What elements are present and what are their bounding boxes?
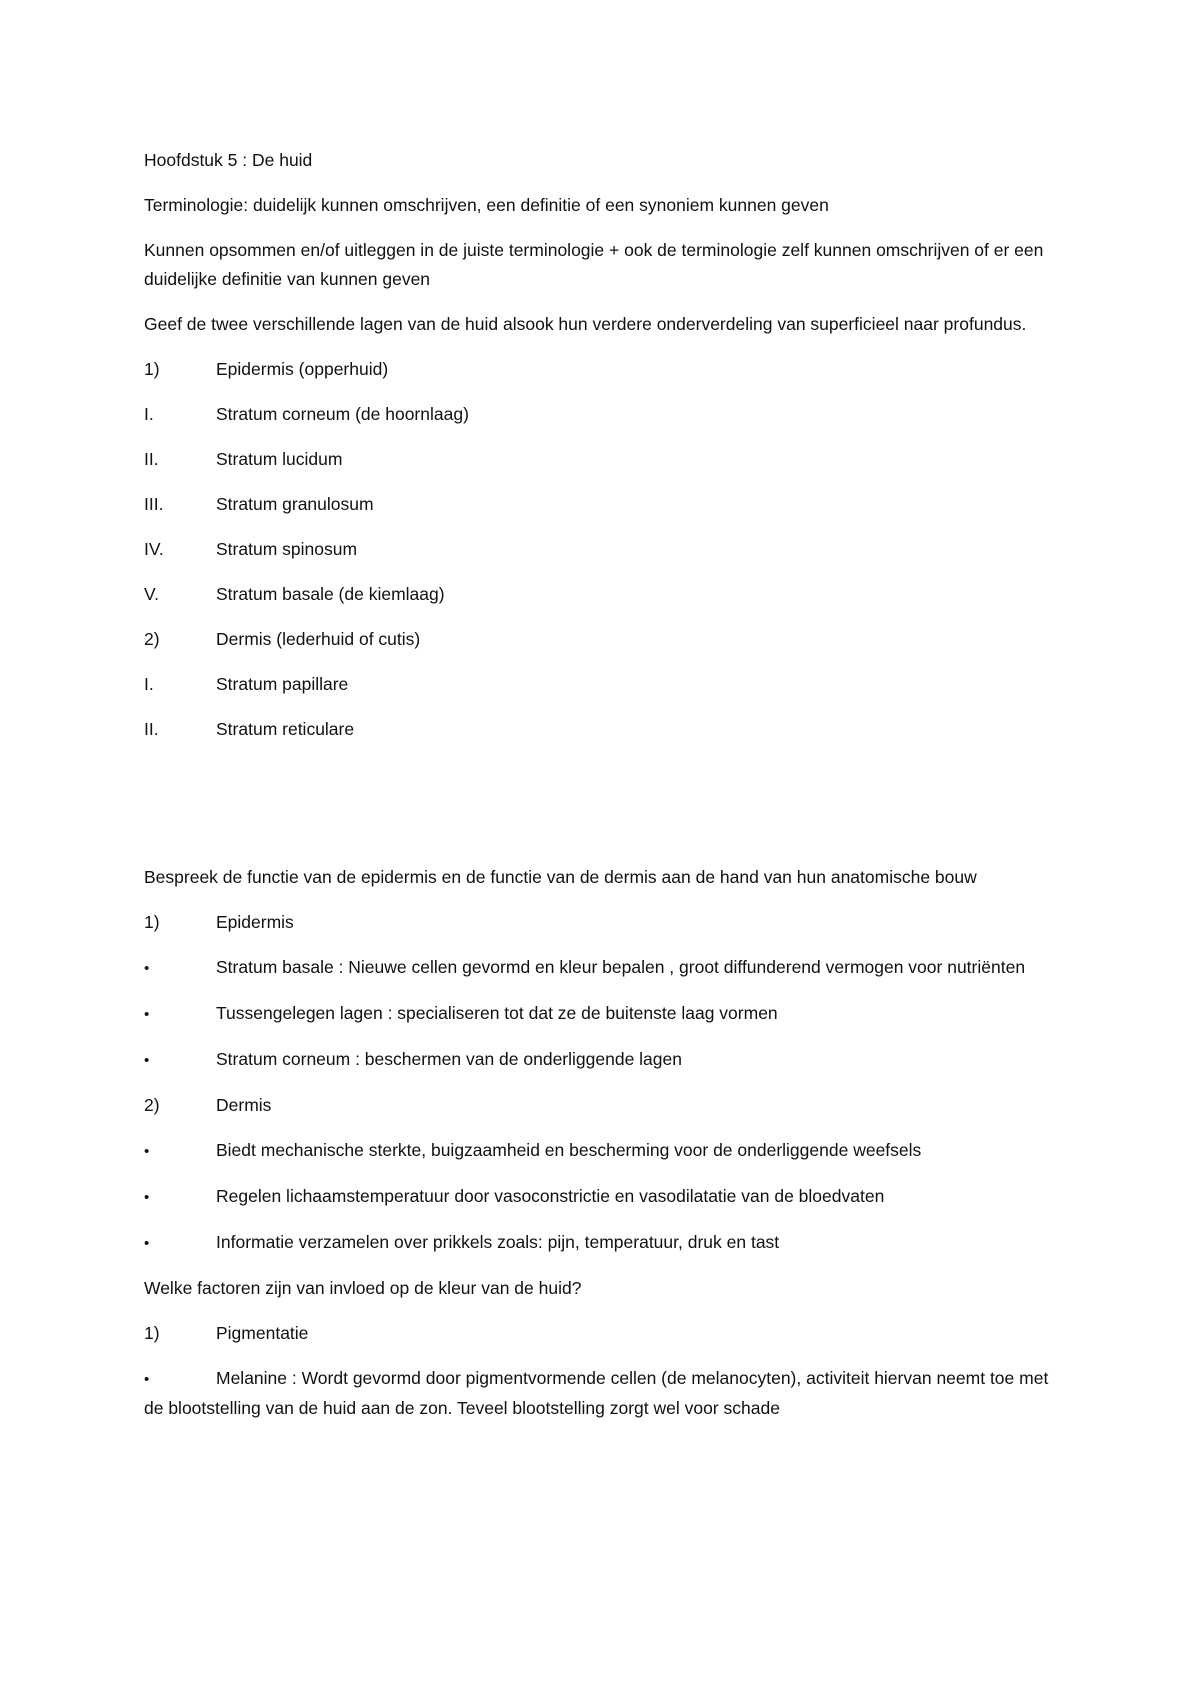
list-text: Stratum granulosum [216,494,374,514]
list-item [144,535,1064,564]
list-item [144,625,1064,654]
list-item [144,1091,1064,1120]
bullet-text: Melanine : Wordt gevormd door pigmentvormende cellen (de melanocyten), activiteit hiervan neemt toe met de blootstelling van de huid aan de zon. Teveel blootstelling zorgt wel voor schade [144,1368,1049,1418]
list-marker: 2) [144,1095,160,1115]
list-text: Pigmentatie [216,1323,309,1343]
list-text: Epidermis [216,912,294,932]
bullet-item [144,1136,1064,1166]
list-item [144,445,1064,474]
list-marker: II. [144,449,159,469]
list-item [144,715,1064,744]
bullet-marker: • [144,1189,150,1206]
list-text: Stratum spinosum [216,539,358,559]
bullet-text: Regelen lichaamstemperatuur door vasoconstrictie en vasodilatatie van de bloedvaten [216,1186,885,1206]
list-item [144,580,1064,609]
list-text: Stratum reticulare [216,719,355,739]
list-text: Epidermis (opperhuid) [216,359,389,379]
bullet-item [144,999,1064,1029]
list-text: Dermis (lederhuid of cutis) [216,629,421,649]
bullet-text: Stratum basale : Nieuwe cellen gevormd en kleur bepalen , groot diffunderend vermogen voor nutriënten [216,957,1026,977]
list-item [144,355,1064,384]
bullet-marker: • [144,1052,150,1069]
document-title: Hoofdstuk 5 : De huid [144,150,313,170]
blank-space [144,760,1064,863]
bullet-text: Stratum corneum : beschermen van de onderliggende lagen [216,1049,682,1069]
list-marker: II. [144,719,159,739]
bullet-item [144,953,1064,983]
list-marker: 1) [144,359,160,379]
list-text: Stratum papillare [216,674,349,694]
list-text: Stratum basale (de kiemlaag) [216,584,445,604]
list-marker: 1) [144,912,160,932]
bullet-text: Tussengelegen lagen : specialiseren tot dat ze de buitenste laag vormen [216,1003,778,1023]
list-item [144,670,1064,699]
list-text: Stratum corneum (de hoornlaag) [216,404,469,424]
question-layer-functions: Bespreek de functie van de epidermis en de functie van de dermis aan de hand van hun anatomische bouw [144,867,977,887]
intro-enumerate: Kunnen opsommen en/of uitleggen in de juiste terminologie + ook de terminologie zelf kunnen omschrijven of er een duidelijke definitie van kunnen geven [144,240,1044,289]
list-marker: V. [144,584,159,604]
list-marker: 1) [144,1323,160,1343]
bullet-item [144,1364,1064,1423]
bullet-marker: • [144,960,150,977]
question-skin-layers: Geef de twee verschillende lagen van de huid alsook hun verdere onderverdeling van superficieel naar profundus. [144,314,1027,334]
list-item [144,490,1064,519]
list-item [144,908,1064,937]
list-marker: III. [144,494,164,514]
bullet-marker: • [144,1235,150,1252]
list-marker: 2) [144,629,160,649]
bullet-marker: • [144,1006,150,1023]
bullet-marker: • [144,1143,150,1160]
list-marker: IV. [144,539,164,559]
question-skin-color: Welke factoren zijn van invloed op de kleur van de huid? [144,1278,582,1298]
bullet-marker: • [144,1371,150,1388]
list-marker: I. [144,404,154,424]
list-item [144,400,1064,429]
bullet-text: Informatie verzamelen over prikkels zoals: pijn, temperatuur, druk en tast [216,1232,780,1252]
bullet-item [144,1182,1064,1212]
list-text: Dermis [216,1095,272,1115]
list-item [144,1319,1064,1348]
list-text: Stratum lucidum [216,449,343,469]
intro-terminology: Terminologie: duidelijk kunnen omschrijven, een definitie of een synoniem kunnen geven [144,195,829,215]
bullet-item [144,1045,1064,1075]
bullet-item [144,1228,1064,1258]
list-marker: I. [144,674,154,694]
bullet-text: Biedt mechanische sterkte, buigzaamheid en bescherming voor de onderliggende weefsels [216,1140,922,1160]
document-body [144,146,1064,1439]
